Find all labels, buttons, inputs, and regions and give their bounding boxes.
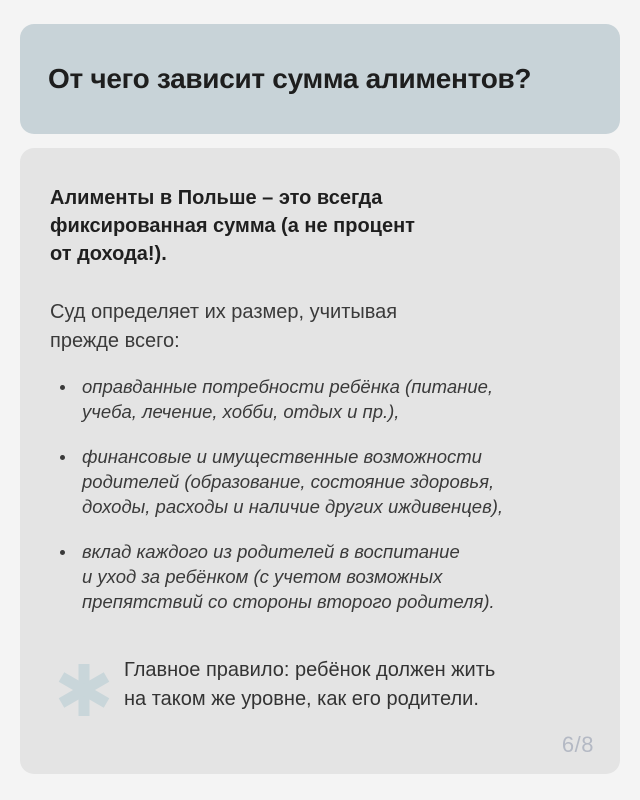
lead-paragraph xyxy=(50,184,570,268)
list-item-line: учеба, лечение, хобби, отдых и пр.), xyxy=(82,401,400,422)
content-card xyxy=(20,148,620,774)
list-item xyxy=(58,374,588,424)
page-indicator: 6/8 xyxy=(561,732,594,757)
intro-paragraph xyxy=(50,298,570,356)
page-title: От чего зависит сумма алиментов? xyxy=(48,63,532,94)
list-item-line: доходы, расходы и наличие других иждивенцев), xyxy=(82,496,504,517)
list-item-line: и уход за ребёнком (с учетом возможных xyxy=(82,566,443,587)
bullet-icon xyxy=(60,385,65,390)
list-item-line: препятствий со стороны второго родителя). xyxy=(82,591,495,612)
factors-list xyxy=(58,374,588,634)
main-rule xyxy=(56,656,596,720)
list-item-line: родителей (образование, состояние здоровья, xyxy=(82,471,495,492)
asterisk-icon xyxy=(56,662,112,718)
bullet-icon xyxy=(60,550,65,555)
rule-line: Главное правило: ребёнок должен жить xyxy=(124,659,496,681)
list-item-line: оправданные потребности ребёнка (питание, xyxy=(82,376,494,397)
intro-line: прежде всего: xyxy=(50,330,180,352)
lead-line: Алименты в Польше – это всегда xyxy=(50,187,383,209)
rule-line: на таком же уровне, как его родители. xyxy=(124,688,479,710)
list-item xyxy=(58,539,588,614)
title-card xyxy=(20,24,620,134)
list-item xyxy=(58,444,588,519)
bullet-icon xyxy=(60,455,65,460)
intro-line: Суд определяет их размер, учитывая xyxy=(50,301,398,323)
lead-line: фиксированная сумма (а не процент xyxy=(50,215,415,237)
rule-text xyxy=(124,656,594,714)
list-item-line: финансовые и имущественные возможности xyxy=(82,446,482,467)
list-item-line: вклад каждого из родителей в воспитание xyxy=(82,541,460,562)
lead-line: от дохода!). xyxy=(50,243,167,265)
